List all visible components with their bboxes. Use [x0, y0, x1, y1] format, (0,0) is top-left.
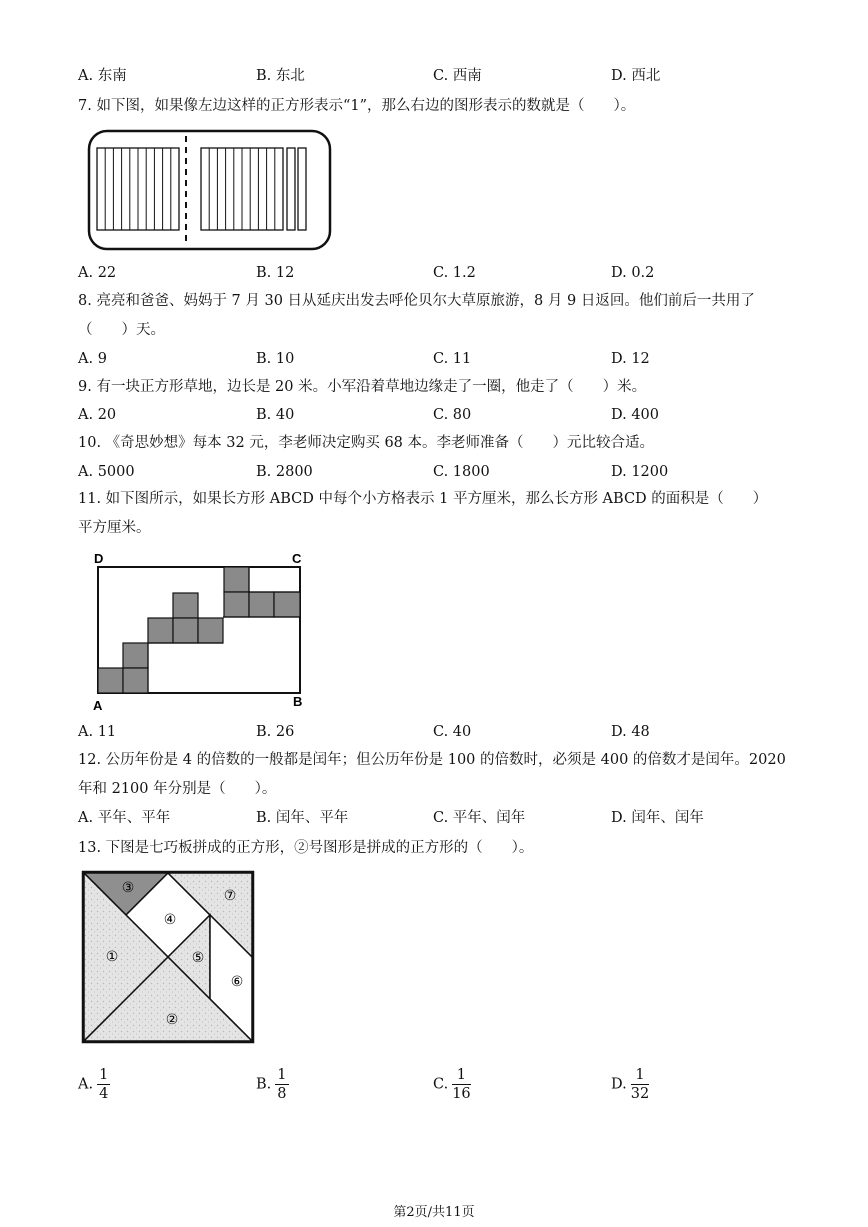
q10-option-d[interactable]: D. 1200	[611, 464, 669, 480]
q6-option-c[interactable]: C. 西南	[433, 68, 482, 84]
q13-option-d[interactable]	[611, 1066, 649, 1103]
q7-option-a[interactable]: A. 22	[78, 265, 117, 281]
q9-question-text: 9. 有一块正方形草地，边长是 20 米。小军沿着草地边缘走了一圈，他走了（ ）米。	[78, 379, 647, 395]
q13-option-c-numerator: 1	[452, 1066, 470, 1085]
tangram-label-2: ②	[165, 1012, 179, 1028]
q13-option-a-fraction	[97, 1066, 110, 1103]
q13-option-d-numerator: 1	[631, 1066, 649, 1085]
q8-option-b[interactable]: B. 10	[256, 351, 295, 367]
q13-option-c-letter: C.	[433, 1076, 449, 1093]
q9-option-d[interactable]: D. 400	[611, 407, 660, 423]
q11-rectangle-figure	[88, 548, 314, 714]
q12-option-d[interactable]: D. 闰年、闰年	[611, 810, 704, 826]
q13-tangram-figure	[78, 868, 262, 1056]
q11-label-c: C	[292, 551, 302, 566]
tangram-label-6: ⑥	[230, 974, 244, 990]
q13-option-c-fraction	[452, 1066, 470, 1103]
q11-option-a[interactable]: A. 11	[78, 724, 117, 740]
tangram-label-7: ⑦	[223, 888, 237, 904]
q11-label-b: B	[293, 694, 303, 709]
q11-option-d[interactable]: D. 48	[611, 724, 650, 740]
q12-option-a[interactable]: A. 平年、平年	[78, 810, 171, 826]
q11-option-c[interactable]: C. 40	[433, 724, 472, 740]
q8-option-d[interactable]: D. 12	[611, 351, 650, 367]
tangram-label-5: ⑤	[191, 950, 205, 966]
tangram-label-4: ④	[163, 912, 177, 928]
q10-option-b[interactable]: B. 2800	[256, 464, 313, 480]
q11-label-a: A	[93, 698, 103, 713]
q12-question-text-line1: 12. 公历年份是 4 的倍数的一般都是闰年；但公历年份是 100 的倍数时，必须是 400 的倍数才是闰年。2020	[78, 752, 786, 768]
q13-option-a[interactable]	[78, 1066, 110, 1103]
q13-option-b-denominator: 8	[277, 1086, 287, 1102]
q13-option-b-fraction	[275, 1066, 288, 1103]
q13-option-a-numerator: 1	[99, 1067, 109, 1083]
q13-option-d-letter: D.	[611, 1076, 627, 1093]
q10-option-c[interactable]: C. 1800	[433, 464, 490, 480]
q9-option-a[interactable]: A. 20	[78, 407, 117, 423]
q6-option-d[interactable]: D. 西北	[611, 68, 661, 84]
q6-option-a[interactable]: A. 东南	[78, 68, 127, 84]
q13-option-c-denominator: 16	[452, 1086, 471, 1102]
q11-question-text-line1: 11. 如下图所示，如果长方形 ABCD 中每个小方格表示 1 平方厘米，那么长方形 ABCD 的面积是（ ）	[78, 491, 768, 507]
q13-option-c[interactable]	[433, 1066, 471, 1103]
page-footer: 第2页/共11页	[393, 1205, 475, 1220]
q11-option-b[interactable]: B. 26	[256, 724, 295, 740]
q8-option-a[interactable]: A. 9	[78, 351, 107, 367]
q11-question-text-line2: 平方厘米。	[78, 520, 151, 536]
q7-option-b[interactable]: B. 12	[256, 265, 295, 281]
q12-option-b[interactable]: B. 闰年、平年	[256, 810, 349, 826]
q13-option-b[interactable]	[256, 1066, 289, 1103]
q12-question-text-line2: 年和 2100 年分别是（ ）。	[78, 781, 277, 797]
q7-option-d[interactable]: D. 0.2	[611, 265, 655, 281]
q13-question-text: 13. 下图是七巧板拼成的正方形，②号图形是拼成的正方形的（ ）。	[78, 840, 534, 856]
q8-question-text-line2: （ ）天。	[78, 322, 165, 338]
q8-option-c[interactable]: C. 11	[433, 351, 472, 367]
q13-option-a-letter: A.	[78, 1076, 94, 1093]
q6-option-b[interactable]: B. 东北	[256, 68, 305, 84]
q9-option-b[interactable]: B. 40	[256, 407, 295, 423]
q13-option-b-numerator: 1	[277, 1067, 287, 1083]
q10-question-text: 10. 《奇思妙想》每本 32 元，李老师决定购买 68 本。李老师准备（ ）元比较合适。	[78, 435, 655, 451]
q12-option-c[interactable]: C. 平年、闰年	[433, 810, 526, 826]
q9-option-c[interactable]: C. 80	[433, 407, 472, 423]
q13-option-d-denominator: 32	[630, 1086, 650, 1102]
q7-question-text: 7. 如下图，如果像左边这样的正方形表示“1”，那么右边的图形表示的数就是（ ）。	[78, 98, 636, 114]
q8-question-text-line1: 8. 亮亮和爸爸、妈妈于 7 月 30 日从延庆出发去呼伦贝尔大草原旅游，8 月 9 日返回。他们前后一共用了	[78, 293, 755, 309]
q7-figure	[86, 128, 334, 252]
q7-option-c[interactable]: C. 1.2	[433, 265, 476, 281]
tangram-label-1: ①	[105, 949, 119, 965]
q13-option-a-denominator: 4	[99, 1086, 109, 1102]
q10-option-a[interactable]: A. 5000	[78, 464, 135, 480]
q13-option-d-fraction	[631, 1066, 649, 1103]
tangram-label-3: ③	[121, 880, 135, 896]
q11-label-d: D	[94, 551, 104, 566]
q13-option-b-letter: B.	[256, 1076, 272, 1093]
